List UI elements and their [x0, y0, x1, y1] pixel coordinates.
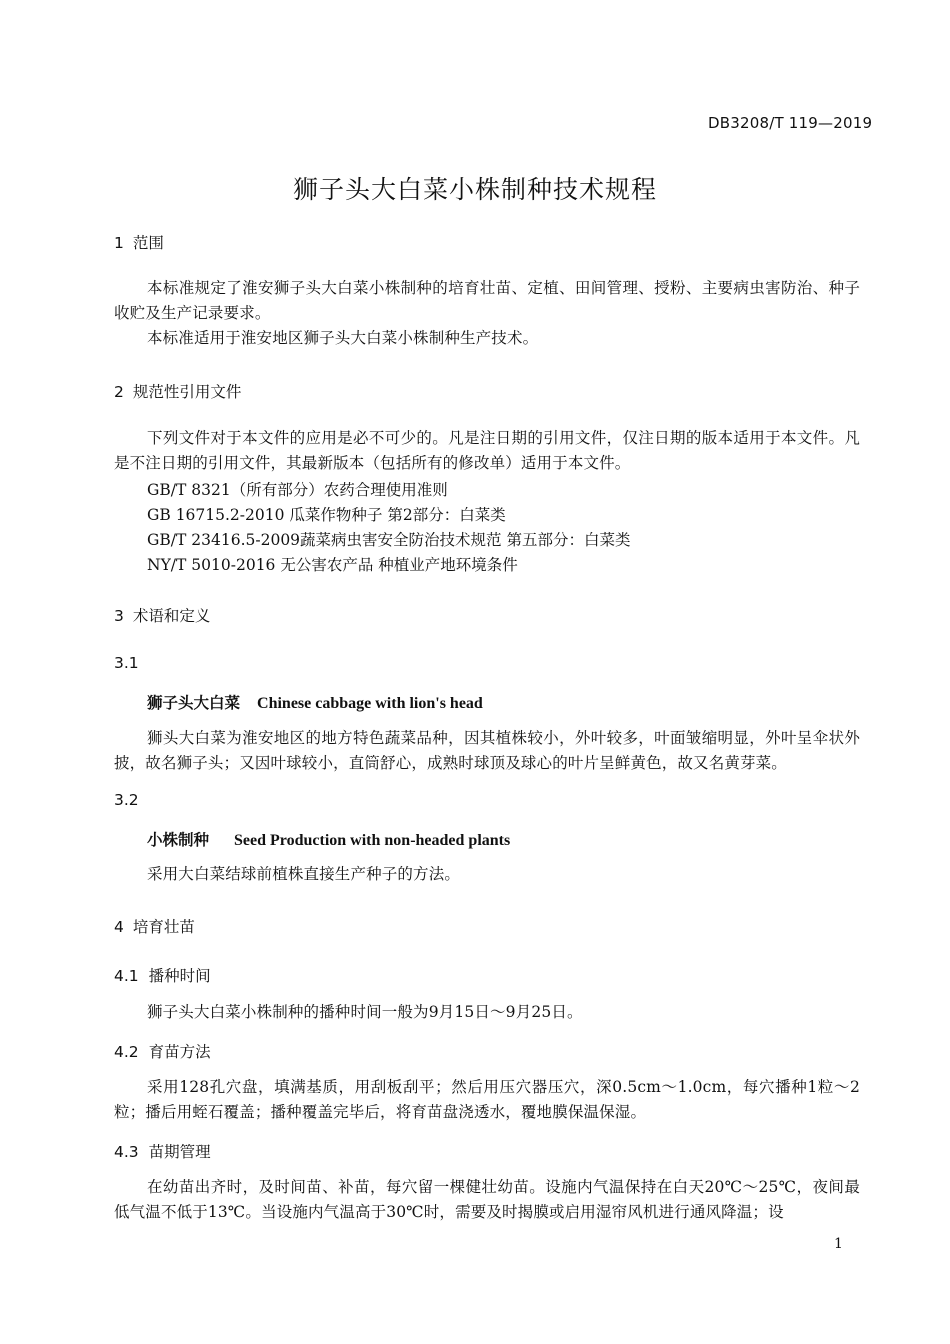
section-2-heading — [114, 380, 241, 402]
section-number: 3 — [114, 607, 124, 625]
section-2-paragraph-1: 下列文件对于本文件的应用是必不可少的。凡是注日期的引用文件，仅注日期的版本适用于本文件。凡是不注日期的引用文件，其最新版本（包括所有的修改单）适用于本文件。 — [114, 429, 860, 472]
reference-item: GB/T 8321（所有部分）农药合理使用准则 — [147, 481, 448, 499]
section-title: 范围 — [132, 234, 164, 252]
page-number: 1 — [834, 1236, 843, 1252]
subsection-number: 4.2 — [114, 1043, 139, 1061]
subsection-number: 4.3 — [114, 1143, 139, 1161]
term-english: Seed Production with non-headed plants — [234, 832, 511, 849]
section-1-paragraph-2: 本标准适用于淮安地区狮子头大白菜小株制种生产技术。 — [147, 329, 539, 347]
reference-item: GB/T 23416.5-2009蔬菜病虫害安全防治技术规范 第五部分：白菜类 — [147, 531, 631, 549]
section-4-3-paragraph: 在幼苗出齐时，及时间苗、补苗，每穴留一棵健壮幼苗。设施内气温保持在白天20℃～25℃，夜间最低气温不低于13℃。当设施内气温高于30℃时，需要及时揭膜或启用湿帘风机进行通风降温；设 — [114, 1178, 860, 1221]
term-3-2-number: 3.2 — [114, 791, 139, 809]
section-4-2-heading — [114, 1040, 211, 1062]
term-3-2-title — [147, 828, 510, 850]
section-1-heading — [114, 231, 164, 253]
section-title: 术语和定义 — [132, 607, 211, 625]
section-1-paragraph-1: 本标准规定了淮安狮子头大白菜小株制种的培育壮苗、定植、田间管理、授粉、主要病虫害防治、种子收贮及生产记录要求。 — [114, 279, 860, 322]
term-3-1-number: 3.1 — [114, 654, 139, 672]
subsection-title: 播种时间 — [148, 967, 211, 985]
subsection-title: 苗期管理 — [148, 1143, 211, 1161]
term-chinese: 狮子头大白菜 — [147, 694, 241, 712]
section-4-1-heading — [114, 964, 211, 986]
section-4-1-paragraph: 狮子头大白菜小株制种的播种时间一般为9月15日～9月25日。 — [147, 1003, 583, 1021]
term-english: Chinese cabbage with lion's head — [257, 695, 483, 712]
reference-item: NY/T 5010-2016 无公害农产品 种植业产地环境条件 — [147, 556, 518, 574]
section-number: 2 — [114, 383, 124, 401]
term-3-1-title — [147, 691, 483, 713]
section-3-heading — [114, 604, 210, 626]
section-title: 规范性引用文件 — [132, 383, 242, 401]
section-title: 培育壮苗 — [132, 918, 195, 936]
term-3-1-definition: 狮头大白菜为淮安地区的地方特色蔬菜品种，因其植株较小，外叶较多，叶面皱缩明显，外叶呈伞状外披，故名狮子头；又因叶球较小，直筒舒心，成熟时球顶及球心的叶片呈鲜黄色，故又名黄芽菜。 — [114, 729, 860, 772]
section-number: 4 — [114, 918, 124, 936]
reference-item: GB 16715.2-2010 瓜菜作物种子 第2部分：白菜类 — [147, 506, 506, 524]
subsection-number: 4.1 — [114, 967, 139, 985]
term-3-2-definition: 采用大白菜结球前植株直接生产种子的方法。 — [147, 865, 461, 883]
section-number: 1 — [114, 234, 124, 252]
section-4-2-paragraph: 采用128孔穴盘，填满基质，用刮板刮平；然后用压穴器压穴，深0.5cm～1.0cm，每穴播种1粒～2粒；播后用蛭石覆盖；播种覆盖完毕后，将育苗盘浇透水，覆地膜保温保湿。 — [114, 1078, 860, 1121]
document-code: DB3208/T 119—2019 — [708, 114, 873, 132]
section-4-heading — [114, 915, 195, 937]
section-4-3-heading — [114, 1140, 211, 1162]
term-chinese: 小株制种 — [147, 831, 210, 849]
subsection-title: 育苗方法 — [148, 1043, 211, 1061]
document-title: 狮子头大白菜小株制种技术规程 — [292, 175, 657, 204]
